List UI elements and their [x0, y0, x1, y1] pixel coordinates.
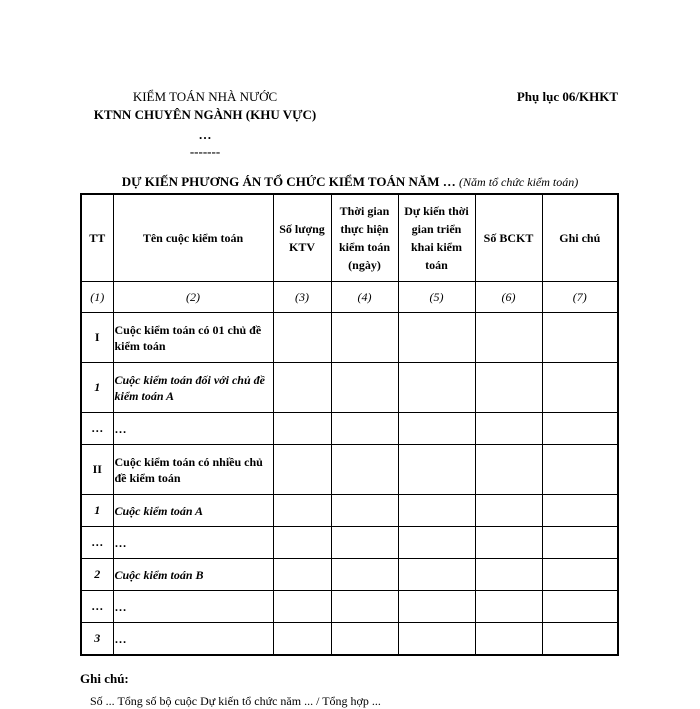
- cell-empty: [398, 445, 475, 495]
- row-tt: 1: [81, 495, 113, 527]
- appendix-label: Phụ lục 06/KHKT: [516, 89, 618, 104]
- col-number: (5): [398, 282, 475, 313]
- col-number: (7): [542, 282, 618, 313]
- cell-empty: [475, 413, 542, 445]
- col-number: (4): [331, 282, 398, 313]
- row-tt: II: [81, 445, 113, 495]
- cell-empty: [475, 527, 542, 559]
- cell-empty: [273, 527, 331, 559]
- row-name: Cuộc kiểm toán A: [113, 495, 273, 527]
- cell-empty: [542, 495, 618, 527]
- row-name: …: [113, 591, 273, 623]
- row-tt: 3: [81, 623, 113, 656]
- cell-empty: [475, 623, 542, 656]
- cell-empty: [398, 495, 475, 527]
- row-tt: …: [81, 591, 113, 623]
- cell-empty: [331, 527, 398, 559]
- row-name: Cuộc kiểm toán có 01 chủ đề kiểm toán: [113, 313, 273, 363]
- document-title: [80, 174, 620, 190]
- cell-empty: [475, 363, 542, 413]
- org-placeholder: …: [198, 127, 212, 142]
- cell-empty: [273, 559, 331, 591]
- cell-empty: [273, 445, 331, 495]
- cell-empty: [542, 445, 618, 495]
- row-name: Cuộc kiểm toán đối với chủ đề kiểm toán A: [113, 363, 273, 413]
- cell-empty: [331, 623, 398, 656]
- column-number-row: [81, 282, 618, 313]
- cell-empty: [542, 527, 618, 559]
- cell-empty: [273, 591, 331, 623]
- cell-empty: [398, 591, 475, 623]
- cell-empty: [542, 591, 618, 623]
- cell-empty: [475, 495, 542, 527]
- org-name: KIỂM TOÁN NHÀ NƯỚC: [132, 89, 278, 104]
- col-number: (6): [475, 282, 542, 313]
- cell-empty: [398, 559, 475, 591]
- cell-empty: [273, 623, 331, 656]
- cell-empty: [273, 413, 331, 445]
- row-name: Cuộc kiểm toán B: [113, 559, 273, 591]
- org-separator: -------: [189, 144, 221, 159]
- cell-empty: [475, 445, 542, 495]
- table-row: [81, 445, 618, 495]
- cell-empty: [542, 313, 618, 363]
- table-row: [81, 313, 618, 363]
- cell-empty: [475, 559, 542, 591]
- col-header-notes: Ghi chú: [542, 194, 618, 282]
- table-row: [81, 623, 618, 656]
- header-row: [81, 194, 618, 282]
- row-name: …: [113, 413, 273, 445]
- notes-label: Ghi chú:: [80, 671, 129, 686]
- cell-empty: [331, 313, 398, 363]
- title-main: DỰ KIẾN PHƯƠNG ÁN TỔ CHỨC KIỂM TOÁN NĂM …: [121, 174, 456, 189]
- cell-empty: [542, 623, 618, 656]
- row-name: …: [113, 527, 273, 559]
- cell-empty: [398, 527, 475, 559]
- table-row: [81, 591, 618, 623]
- cell-empty: [273, 313, 331, 363]
- cell-empty: [475, 591, 542, 623]
- col-header-name: Tên cuộc kiểm toán: [113, 194, 273, 282]
- cell-empty: [273, 495, 331, 527]
- cell-empty: [273, 363, 331, 413]
- table-row: [81, 413, 618, 445]
- col-header-duration: Thời gian thực hiện kiểm toán (ngày): [331, 194, 398, 282]
- cell-empty: [331, 363, 398, 413]
- notes-line: Số ... Tổng số bộ cuộc Dự kiến tổ chức năm ... / Tổng hợp ...: [90, 694, 381, 708]
- table-row: [81, 363, 618, 413]
- title-sub: (Năm tổ chức kiểm toán): [459, 175, 579, 189]
- row-tt: I: [81, 313, 113, 363]
- row-tt: 1: [81, 363, 113, 413]
- col-header-tt: TT: [81, 194, 113, 282]
- table-row: [81, 559, 618, 591]
- table-row: [81, 527, 618, 559]
- cell-empty: [475, 313, 542, 363]
- table-row: [81, 495, 618, 527]
- row-name: Cuộc kiểm toán có nhiều chủ đề kiểm toán: [113, 445, 273, 495]
- col-header-auditors: Số lượng KTV: [273, 194, 331, 282]
- cell-empty: [331, 495, 398, 527]
- cell-empty: [398, 623, 475, 656]
- cell-empty: [331, 591, 398, 623]
- row-tt: …: [81, 527, 113, 559]
- col-number: (1): [81, 282, 113, 313]
- cell-empty: [331, 445, 398, 495]
- cell-empty: [398, 313, 475, 363]
- cell-empty: [542, 559, 618, 591]
- row-tt: 2: [81, 559, 113, 591]
- cell-empty: [398, 413, 475, 445]
- cell-empty: [542, 363, 618, 413]
- org-unit: KTNN CHUYÊN NGÀNH (KHU VỰC): [93, 107, 317, 122]
- cell-empty: [331, 413, 398, 445]
- audit-plan-table: [80, 193, 619, 656]
- col-header-schedule: Dự kiến thời gian triển khai kiểm toán: [398, 194, 475, 282]
- row-tt: …: [81, 413, 113, 445]
- row-name: …: [113, 623, 273, 656]
- cell-empty: [542, 413, 618, 445]
- col-header-report-count: Số BCKT: [475, 194, 542, 282]
- cell-empty: [398, 363, 475, 413]
- col-number: (3): [273, 282, 331, 313]
- col-number: (2): [113, 282, 273, 313]
- cell-empty: [331, 559, 398, 591]
